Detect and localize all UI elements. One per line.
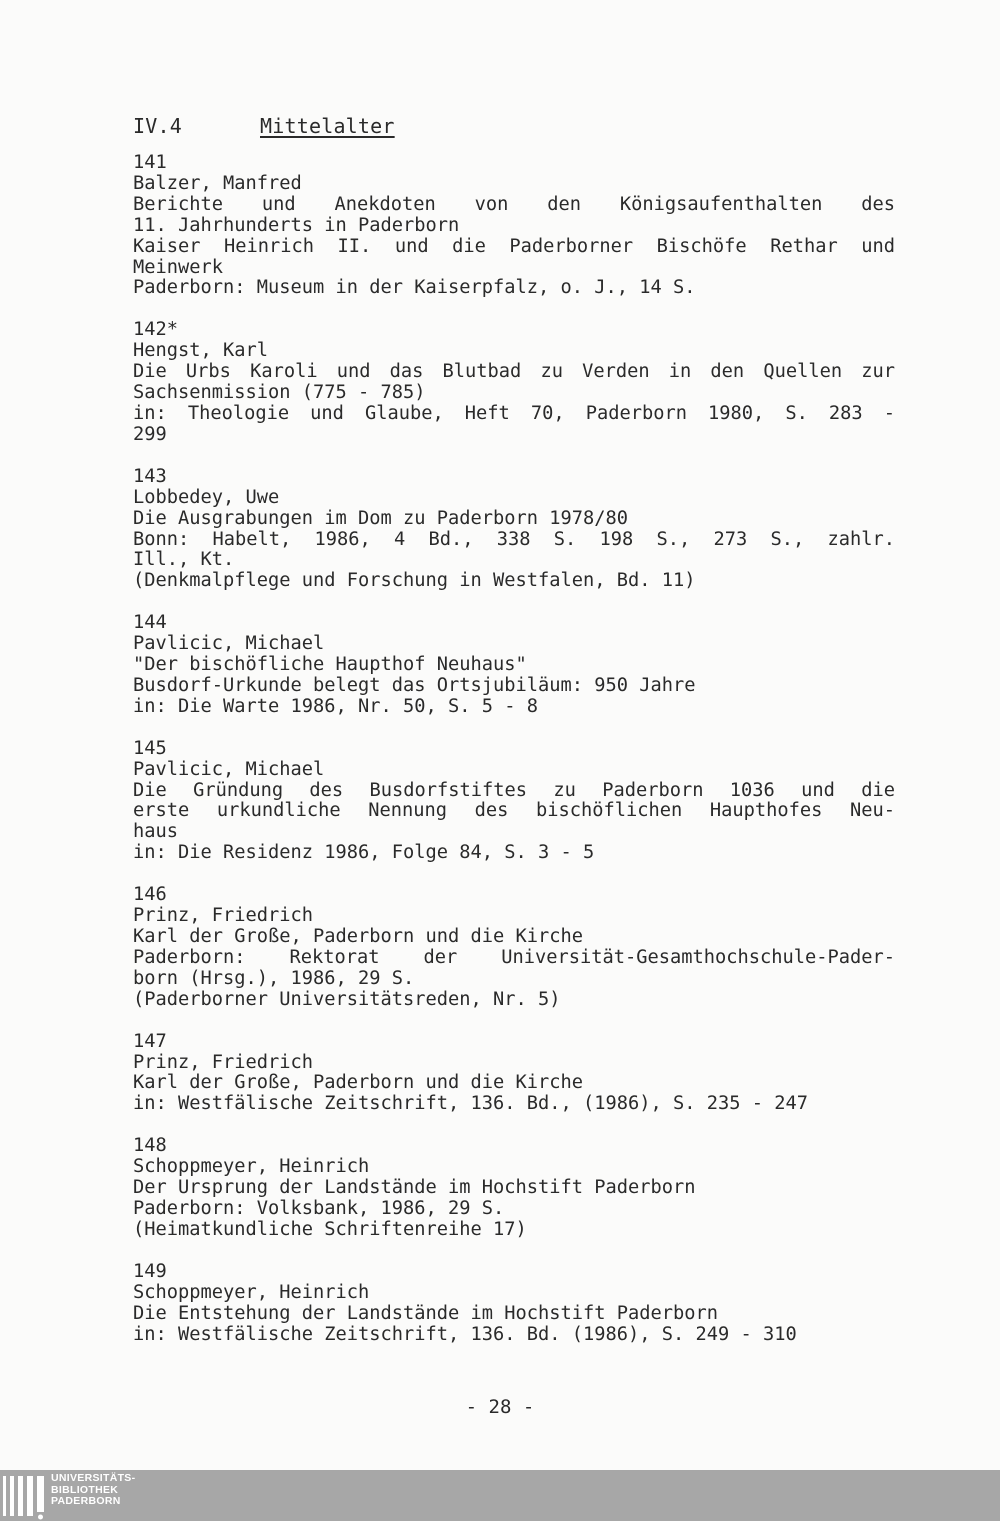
entry-number: 144 [133, 612, 167, 634]
entry-line: in: Die Residenz 1986, Folge 84, S. 3 - 5 [133, 842, 595, 864]
entry-line: (Denkmalpflege und Forschung in Westfalen, Bd. 11) [133, 570, 696, 592]
bibliography-entry [133, 1262, 895, 1346]
entry-line: Pavlicic, Michael [133, 633, 325, 655]
logo-line: BIBLIOTHEK [51, 1483, 119, 1496]
bibliography-entry [133, 739, 895, 864]
entry-line: in: Westfälische Zeitschrift, 136. Bd. (1986), S. 249 - 310 [133, 1323, 797, 1345]
bibliography-entry [133, 320, 895, 445]
entry-line: Bonn: Habelt, 1986, 4 Bd., 338 S. 198 S., 273 S., zahlr. [133, 528, 895, 550]
bibliography-list [133, 153, 895, 1366]
entry-line: in: Westfälische Zeitschrift, 136. Bd., (1986), S. 235 - 247 [133, 1093, 809, 1115]
section-title: Mittelalter [260, 114, 395, 138]
entry-line: Der Ursprung der Landstände im Hochstift Paderborn [133, 1177, 696, 1199]
entry-line: Schoppmeyer, Heinrich [133, 1156, 370, 1178]
entry-line: Balzer, Manfred [133, 172, 302, 194]
entry-line: Berichte und Anekdoten von den Königsaufenthalten des [133, 193, 895, 215]
entry-line: Kaiser Heinrich II. und die Paderborner Bischöfe Rethar und [133, 235, 895, 257]
bibliography-entry [133, 1136, 895, 1241]
entry-line: Paderborn: Museum in der Kaiserpfalz, o. J., 14 S. [133, 277, 696, 299]
entry-line: (Paderborner Universitätsreden, Nr. 5) [133, 988, 561, 1010]
entry-number: 149 [133, 1260, 167, 1282]
section-heading [133, 114, 395, 138]
entry-line: haus [133, 821, 179, 843]
entry-line: Die Urbs Karoli und das Blutbad zu Verden in den Quellen zur [133, 361, 895, 383]
entry-line: 299 [133, 423, 167, 445]
entry-number: 146 [133, 884, 167, 906]
entry-line: Meinwerk [133, 256, 224, 278]
entry-line: born (Hrsg.), 1986, 29 S. [133, 967, 415, 989]
entry-line: Die Entstehung der Landstände im Hochstift Paderborn [133, 1302, 719, 1324]
entry-line: Die Ausgrabungen im Dom zu Paderborn 1978/80 [133, 507, 629, 529]
entry-line: Lobbedey, Uwe [133, 486, 280, 508]
library-footer-bar [0, 1470, 1000, 1521]
entry-line: Schoppmeyer, Heinrich [133, 1281, 370, 1303]
entry-line: Paderborn: Volksbank, 1986, 29 S. [133, 1197, 505, 1219]
logo-line: UNIVERSITÄTS- [51, 1472, 136, 1484]
bibliography-entry [133, 153, 895, 299]
entry-line: Karl der Große, Paderborn und die Kirche [133, 1072, 584, 1094]
entry-line: in: Die Warte 1986, Nr. 50, S. 5 - 8 [133, 695, 539, 717]
entry-line: "Der bischöfliche Haupthof Neuhaus" [133, 654, 527, 676]
entry-number: 141 [133, 152, 167, 173]
entry-line: 11. Jahrhunderts in Paderborn [133, 214, 460, 236]
bibliography-entry [133, 613, 895, 718]
entry-line: Hengst, Karl [133, 340, 269, 362]
entry-line: Pavlicic, Michael [133, 758, 325, 780]
bibliography-entry [133, 1032, 895, 1116]
entry-line: Sachsenmission (775 - 785) [133, 382, 426, 404]
entry-number: 147 [133, 1030, 167, 1052]
entry-number: 142* [133, 319, 179, 341]
entry-line: in: Theologie und Glaube, Heft 70, Paderborn 1980, S. 283 - [133, 402, 895, 424]
section-number: IV.4 [133, 114, 182, 138]
university-library-logo-icon [2, 1472, 46, 1520]
page-number: - 28 - [465, 1396, 535, 1418]
entry-line: erste urkundliche Nennung des bischöflichen Haupthofes Neu- [133, 800, 895, 822]
entry-line: (Heimatkundliche Schriftenreihe 17) [133, 1218, 527, 1240]
entry-line: Ill., Kt. [133, 549, 235, 571]
logo-line: PADERBORN [51, 1495, 121, 1507]
entry-number: 143 [133, 465, 167, 487]
entry-number: 148 [133, 1135, 167, 1157]
bibliography-entry [133, 467, 895, 592]
entry-line: Busdorf-Urkunde belegt das Ortsjubiläum: 950 Jahre [133, 674, 696, 696]
entry-number: 145 [133, 737, 167, 759]
entry-line: Karl der Große, Paderborn und die Kirche [133, 926, 584, 947]
entry-line: Die Gründung des Busdorfstiftes zu Paderborn 1036 und die [133, 779, 895, 801]
entry-line: Prinz, Friedrich [133, 905, 314, 927]
library-logo-text [51, 1473, 135, 1508]
bibliography-entry [133, 885, 895, 1010]
entry-line: Paderborn: Rektorat der Universität-Gesamthochschule-Pader- [133, 946, 895, 968]
entry-line: Prinz, Friedrich [133, 1051, 314, 1073]
